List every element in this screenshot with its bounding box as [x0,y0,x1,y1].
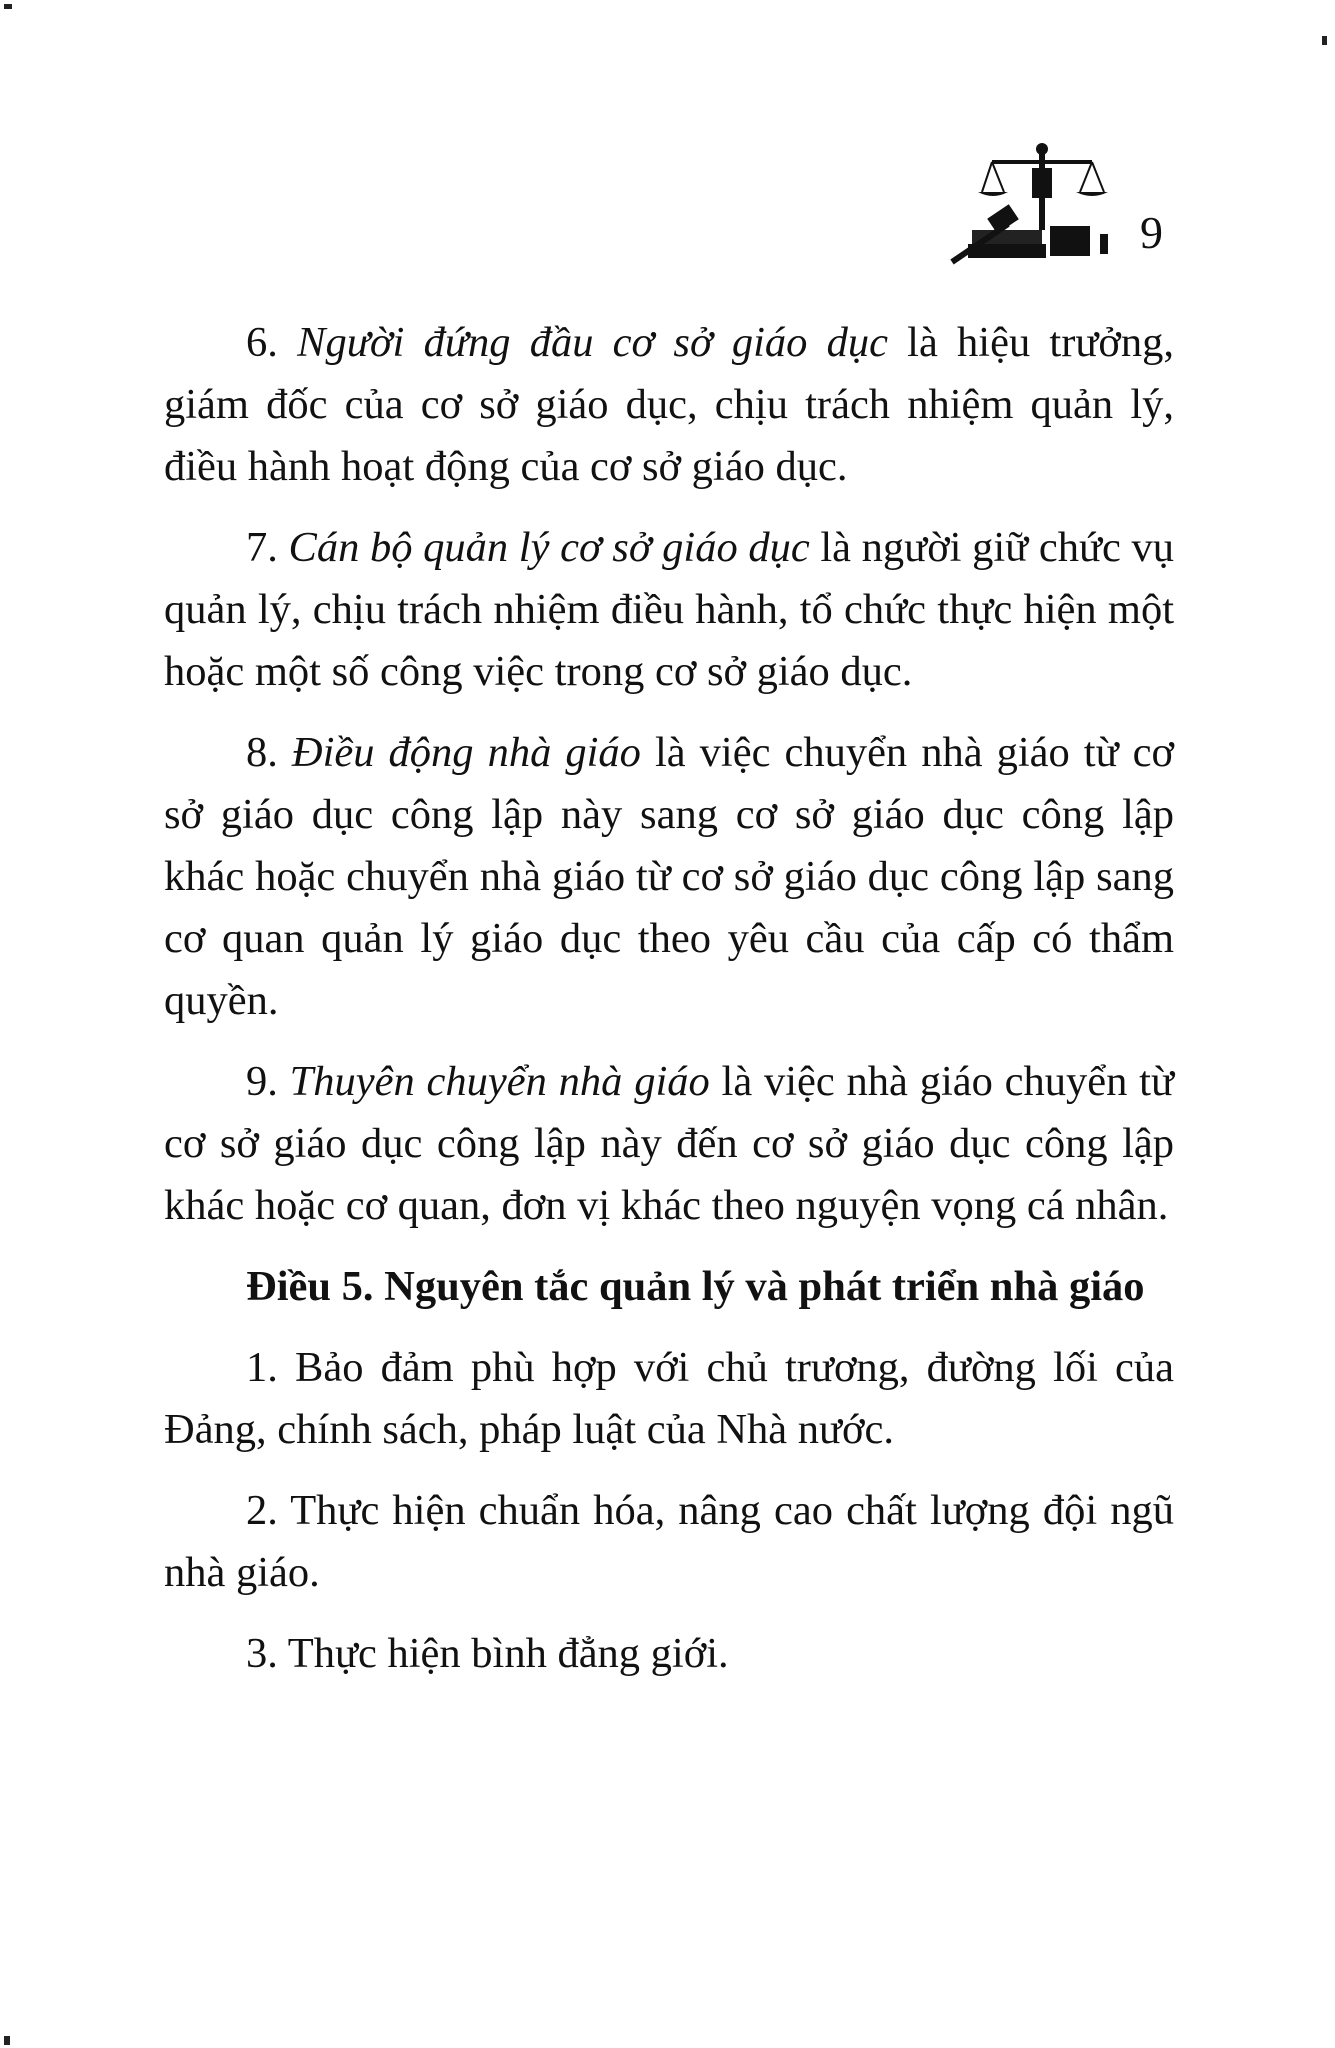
definition-6 [164,312,1174,498]
page-body [164,312,1174,1704]
principle-item: 2. Thực hiện chuẩn hóa, nâng cao chất lượng đội ngũ nhà giáo. [164,1487,1174,1596]
defined-term: Cán bộ quản lý cơ sở giáo dục [288,524,810,571]
page-number: 9 [1140,207,1163,258]
page-header [950,140,1180,270]
definition-number: 7. [246,524,289,571]
definition-9 [164,1051,1174,1237]
scan-mark-top-left [4,4,12,9]
defined-term: Thuyên chuyển nhà giáo [289,1058,710,1105]
scales-of-justice-with-gavel-icon [950,140,1135,265]
definition-8 [164,722,1174,1032]
defined-term: Điều động nhà giáo [291,729,641,776]
definition-text: là việc chuyển nhà giáo từ cơ sở giáo dục công lập này sang cơ sở giáo dục công lập khác hoặc chuyển nhà giáo từ cơ sở giáo dục công lập sang cơ quan quản lý giáo dục theo yêu cầu của cấp có thẩm quyền. [164,729,1175,1024]
definition-number: 9. [246,1058,290,1105]
definition-text: là việc nhà giáo chuyển từ cơ sở giáo dục công lập này đến cơ sở giáo dục công lập khác hoặc cơ quan, đơn vị khác theo nguyện vọng cá nhân. [164,1058,1175,1229]
principle-item: 3. Thực hiện bình đẳng giới. [246,1630,729,1677]
definition-number: 6. [246,319,298,366]
scan-mark-top-right [1322,36,1327,45]
article-heading: Điều 5. Nguyên tắc quản lý và phát triển nhà giáo [246,1263,1145,1310]
definition-text: là người giữ chức vụ quản lý, chịu trách nhiệm điều hành, tổ chức thực hiện một hoặc một số công việc trong cơ sở giáo dục. [164,524,1174,695]
definition-number: 8. [246,729,292,776]
scan-mark-bottom-left [4,2036,10,2045]
definition-7 [164,517,1174,703]
principle-item: 1. Bảo đảm phù hợp với chủ trương, đường lối của Đảng, chính sách, pháp luật của Nhà nước. [164,1344,1174,1453]
definition-text: là hiệu trưởng, giám đốc của cơ sở giáo dục, chịu trách nhiệm quản lý, điều hành hoạt động của cơ sở giáo dục. [164,319,1175,490]
defined-term: Người đứng đầu cơ sở giáo dục [297,319,888,366]
